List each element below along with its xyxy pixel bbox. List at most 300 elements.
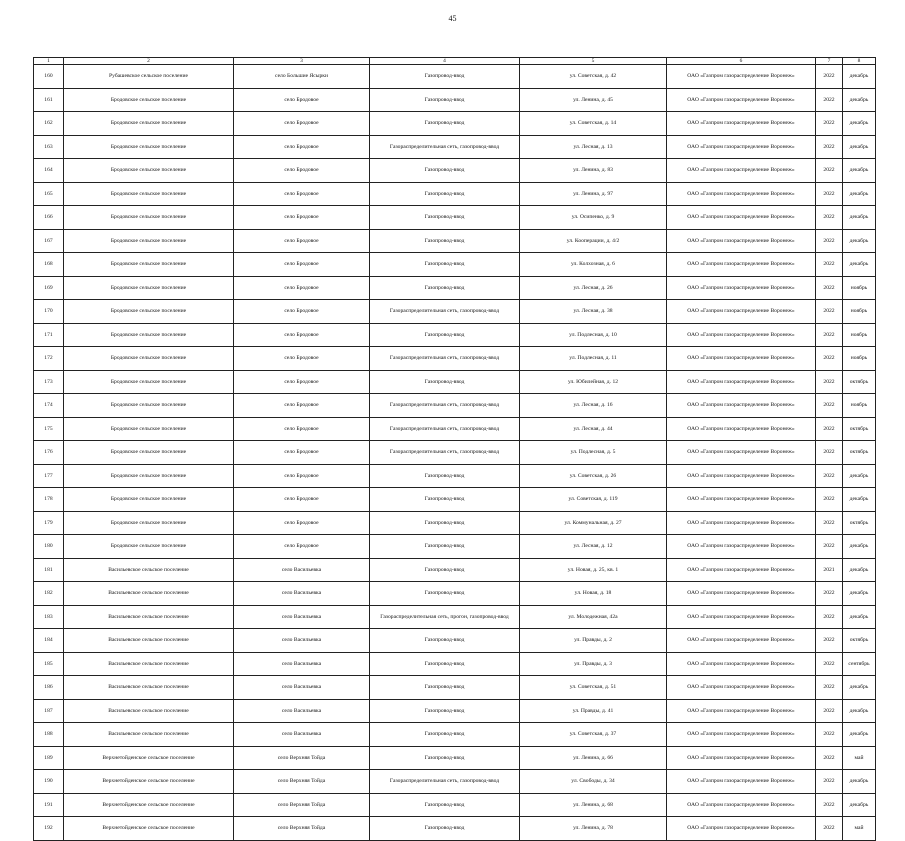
year-cell: 2022 [816,112,843,136]
year-cell: 2022 [816,676,843,700]
locality-cell: село Бродовое [234,488,370,512]
locality-cell: село Бродовое [234,441,370,465]
year-cell: 2022 [816,629,843,653]
settlement-cell: Рубашевское сельское поселение [64,65,234,89]
row-number: 172 [34,347,64,371]
month-cell: ноябрь [843,300,876,324]
table-row [34,276,876,300]
object-type-cell: Газопровод-ввод [370,652,520,676]
organization-cell: ОАО «Газпром газораспределение Воронеж» [667,182,816,206]
table-row [34,723,876,747]
organization-cell: ОАО «Газпром газораспределение Воронеж» [667,206,816,230]
month-cell: декабрь [843,488,876,512]
locality-cell: село Васильевка [234,605,370,629]
settlement-cell: Бродовское сельское поселение [64,535,234,559]
year-cell: 2022 [816,793,843,817]
year-cell: 2022 [816,253,843,277]
year-cell: 2022 [816,394,843,418]
object-type-cell: Газопровод-ввод [370,488,520,512]
table-row [34,652,876,676]
locality-cell: село Бродовое [234,253,370,277]
organization-cell: ОАО «Газпром газораспределение Воронеж» [667,135,816,159]
table-row [34,511,876,535]
object-type-cell: Газопровод-ввод [370,159,520,183]
address-cell: ул. Кооперации, д. 4/2 [520,229,667,253]
address-cell: ул. Ленина, д. 68 [520,793,667,817]
row-number: 184 [34,629,64,653]
table-row [34,558,876,582]
year-cell: 2022 [816,206,843,230]
row-number: 186 [34,676,64,700]
settlement-cell: Бродовское сельское поселение [64,488,234,512]
month-cell: декабрь [843,676,876,700]
object-type-cell: Газопровод-ввод [370,370,520,394]
address-cell: ул. Советская, д. 119 [520,488,667,512]
table-row [34,793,876,817]
settlement-cell: Верхнетойденское сельское поселение [64,770,234,794]
month-cell: декабрь [843,253,876,277]
row-number: 179 [34,511,64,535]
row-number: 176 [34,441,64,465]
table-row [34,582,876,606]
table-row [34,699,876,723]
column-number: 5 [520,58,667,65]
month-cell: октябрь [843,417,876,441]
table-row [34,441,876,465]
locality-cell: село Верхняя Тойда [234,770,370,794]
address-cell: ул. Лесная, д. 12 [520,535,667,559]
organization-cell: ОАО «Газпром газораспределение Воронеж» [667,629,816,653]
year-cell: 2022 [816,229,843,253]
table-row [34,135,876,159]
row-number: 160 [34,65,64,89]
organization-cell: ОАО «Газпром газораспределение Воронеж» [667,511,816,535]
month-cell: декабрь [843,112,876,136]
settlement-cell: Бродовское сельское поселение [64,135,234,159]
settlement-cell: Бродовское сельское поселение [64,370,234,394]
address-cell: ул. Советская, д. 26 [520,464,667,488]
month-cell: декабрь [843,135,876,159]
settlement-cell: Васильевское сельское поселение [64,723,234,747]
year-cell: 2022 [816,652,843,676]
settlement-cell: Бродовское сельское поселение [64,159,234,183]
organization-cell: ОАО «Газпром газораспределение Воронеж» [667,770,816,794]
year-cell: 2021 [816,558,843,582]
month-cell: декабрь [843,770,876,794]
row-number: 177 [34,464,64,488]
settlement-cell: Бродовское сельское поселение [64,88,234,112]
object-type-cell: Газопровод-ввод [370,723,520,747]
object-type-cell: Газопровод-ввод [370,558,520,582]
year-cell: 2022 [816,159,843,183]
organization-cell: ОАО «Газпром газораспределение Воронеж» [667,699,816,723]
address-cell: ул. Правды, д. 41 [520,699,667,723]
address-cell: ул. Коммунальная, д. 27 [520,511,667,535]
table-row [34,229,876,253]
table-row [34,370,876,394]
row-number: 161 [34,88,64,112]
organization-cell: ОАО «Газпром газораспределение Воронеж» [667,535,816,559]
object-type-cell: Газопровод-ввод [370,88,520,112]
table-row [34,605,876,629]
table-row [34,88,876,112]
locality-cell: село Васильевка [234,652,370,676]
address-cell: ул. Новая, д. 25, кв. 1 [520,558,667,582]
locality-cell: село Бродовое [234,135,370,159]
organization-cell: ОАО «Газпром газораспределение Воронеж» [667,159,816,183]
table-body [34,58,876,841]
locality-cell: село Большие Ясырки [234,65,370,89]
month-cell: декабрь [843,464,876,488]
object-type-cell: Газораспределительная сеть, газопровод-ввод [370,347,520,371]
organization-cell: ОАО «Газпром газораспределение Воронеж» [667,676,816,700]
year-cell: 2022 [816,347,843,371]
column-number: 3 [234,58,370,65]
settlement-cell: Васильевское сельское поселение [64,699,234,723]
row-number: 165 [34,182,64,206]
settlement-cell: Васильевское сельское поселение [64,558,234,582]
table-row [34,182,876,206]
organization-cell: ОАО «Газпром газораспределение Воронеж» [667,229,816,253]
address-cell: ул. Лесная, д. 26 [520,276,667,300]
year-cell: 2022 [816,817,843,841]
gasification-table [33,57,876,841]
table-row [34,464,876,488]
settlement-cell: Бродовское сельское поселение [64,464,234,488]
settlement-cell: Верхнетойденское сельское поселение [64,746,234,770]
column-number: 8 [843,58,876,65]
locality-cell: село Васильевка [234,582,370,606]
object-type-cell: Газораспределительная сеть, газопровод-ввод [370,441,520,465]
month-cell: октябрь [843,511,876,535]
locality-cell: село Бродовое [234,229,370,253]
organization-cell: ОАО «Газпром газораспределение Воронеж» [667,488,816,512]
year-cell: 2022 [816,723,843,747]
object-type-cell: Газопровод-ввод [370,276,520,300]
settlement-cell: Бродовское сельское поселение [64,394,234,418]
table-row [34,676,876,700]
address-cell: ул. Ленина, д. 78 [520,817,667,841]
object-type-cell: Газопровод-ввод [370,511,520,535]
settlement-cell: Верхнетойденское сельское поселение [64,817,234,841]
row-number: 166 [34,206,64,230]
object-type-cell: Газораспределительная сеть, прогон, газопровод-ввод [370,605,520,629]
address-cell: ул. Ленина, д. 83 [520,159,667,183]
organization-cell: ОАО «Газпром газораспределение Воронеж» [667,394,816,418]
object-type-cell: Газопровод-ввод [370,112,520,136]
table-row [34,488,876,512]
locality-cell: село Бродовое [234,112,370,136]
year-cell: 2022 [816,535,843,559]
year-cell: 2022 [816,88,843,112]
year-cell: 2022 [816,417,843,441]
row-number: 191 [34,793,64,817]
settlement-cell: Бродовское сельское поселение [64,300,234,324]
settlement-cell: Бродовское сельское поселение [64,276,234,300]
settlement-cell: Васильевское сельское поселение [64,652,234,676]
organization-cell: ОАО «Газпром газораспределение Воронеж» [667,746,816,770]
month-cell: декабрь [843,723,876,747]
organization-cell: ОАО «Газпром газораспределение Воронеж» [667,793,816,817]
year-cell: 2022 [816,511,843,535]
row-number: 175 [34,417,64,441]
settlement-cell: Васильевское сельское поселение [64,676,234,700]
organization-cell: ОАО «Газпром газораспределение Воронеж» [667,441,816,465]
object-type-cell: Газопровод-ввод [370,253,520,277]
settlement-cell: Бродовское сельское поселение [64,347,234,371]
month-cell: декабрь [843,558,876,582]
locality-cell: село Бродовое [234,159,370,183]
organization-cell: ОАО «Газпром газораспределение Воронеж» [667,370,816,394]
year-cell: 2022 [816,699,843,723]
locality-cell: село Васильевка [234,629,370,653]
address-cell: ул. Подлесная, д. 5 [520,441,667,465]
table-row [34,770,876,794]
year-cell: 2022 [816,464,843,488]
locality-cell: село Бродовое [234,464,370,488]
settlement-cell: Васильевское сельское поселение [64,629,234,653]
table-row [34,347,876,371]
organization-cell: ОАО «Газпром газораспределение Воронеж» [667,417,816,441]
address-cell: ул. Свободы, д. 34 [520,770,667,794]
year-cell: 2022 [816,770,843,794]
organization-cell: ОАО «Газпром газораспределение Воронеж» [667,112,816,136]
year-cell: 2022 [816,488,843,512]
row-number: 163 [34,135,64,159]
row-number: 167 [34,229,64,253]
organization-cell: ОАО «Газпром газораспределение Воронеж» [667,723,816,747]
settlement-cell: Бродовское сельское поселение [64,229,234,253]
organization-cell: ОАО «Газпром газораспределение Воронеж» [667,582,816,606]
locality-cell: село Васильевка [234,676,370,700]
address-cell: ул. Осипенко, д. 9 [520,206,667,230]
year-cell: 2022 [816,370,843,394]
organization-cell: ОАО «Газпром газораспределение Воронеж» [667,558,816,582]
table-row [34,65,876,89]
object-type-cell: Газопровод-ввод [370,676,520,700]
column-numbers-row [34,58,876,65]
object-type-cell: Газораспределительная сеть, газопровод-ввод [370,394,520,418]
month-cell: декабрь [843,206,876,230]
locality-cell: село Верхняя Тойда [234,793,370,817]
locality-cell: село Бродовое [234,535,370,559]
table-row [34,629,876,653]
object-type-cell: Газопровод-ввод [370,182,520,206]
locality-cell: село Бродовое [234,276,370,300]
locality-cell: село Бродовое [234,394,370,418]
table-row [34,253,876,277]
address-cell: ул. Советская, д. 37 [520,723,667,747]
organization-cell: ОАО «Газпром газораспределение Воронеж» [667,323,816,347]
address-cell: ул. Лесная, д. 16 [520,394,667,418]
row-number: 162 [34,112,64,136]
object-type-cell: Газораспределительная сеть, газопровод-ввод [370,417,520,441]
column-number: 7 [816,58,843,65]
month-cell: ноябрь [843,394,876,418]
object-type-cell: Газопровод-ввод [370,65,520,89]
month-cell: декабрь [843,535,876,559]
locality-cell: село Васильевка [234,699,370,723]
organization-cell: ОАО «Газпром газораспределение Воронеж» [667,652,816,676]
month-cell: декабрь [843,65,876,89]
address-cell: ул. Юбилейная, д. 12 [520,370,667,394]
row-number: 182 [34,582,64,606]
column-number: 2 [64,58,234,65]
row-number: 164 [34,159,64,183]
address-cell: ул. Правды, д. 2 [520,629,667,653]
row-number: 189 [34,746,64,770]
year-cell: 2022 [816,746,843,770]
row-number: 170 [34,300,64,324]
locality-cell: село Бродовое [234,511,370,535]
organization-cell: ОАО «Газпром газораспределение Воронеж» [667,65,816,89]
object-type-cell: Газопровод-ввод [370,793,520,817]
settlement-cell: Бродовское сельское поселение [64,417,234,441]
month-cell: декабрь [843,605,876,629]
settlement-cell: Бродовское сельское поселение [64,511,234,535]
table-row [34,159,876,183]
column-number: 1 [34,58,64,65]
object-type-cell: Газопровод-ввод [370,629,520,653]
row-number: 178 [34,488,64,512]
object-type-cell: Газораспределительная сеть, газопровод-ввод [370,135,520,159]
row-number: 180 [34,535,64,559]
locality-cell: село Бродовое [234,370,370,394]
column-number: 4 [370,58,520,65]
settlement-cell: Васильевское сельское поселение [64,582,234,606]
organization-cell: ОАО «Газпром газораспределение Воронеж» [667,347,816,371]
month-cell: декабрь [843,229,876,253]
object-type-cell: Газопровод-ввод [370,746,520,770]
row-number: 169 [34,276,64,300]
object-type-cell: Газопровод-ввод [370,206,520,230]
settlement-cell: Бродовское сельское поселение [64,323,234,347]
month-cell: сентябрь [843,652,876,676]
address-cell: ул. Лесная, д. 44 [520,417,667,441]
month-cell: декабрь [843,88,876,112]
organization-cell: ОАО «Газпром газораспределение Воронеж» [667,817,816,841]
column-number: 6 [667,58,816,65]
table-row [34,535,876,559]
organization-cell: ОАО «Газпром газораспределение Воронеж» [667,300,816,324]
row-number: 190 [34,770,64,794]
year-cell: 2022 [816,65,843,89]
settlement-cell: Верхнетойденское сельское поселение [64,793,234,817]
address-cell: ул. Лесная, д. 38 [520,300,667,324]
month-cell: май [843,817,876,841]
object-type-cell: Газопровод-ввод [370,699,520,723]
table-row [34,112,876,136]
table-row [34,417,876,441]
organization-cell: ОАО «Газпром газораспределение Воронеж» [667,464,816,488]
row-number: 187 [34,699,64,723]
month-cell: ноябрь [843,347,876,371]
locality-cell: село Верхняя Тойда [234,746,370,770]
object-type-cell: Газопровод-ввод [370,817,520,841]
object-type-cell: Газопровод-ввод [370,229,520,253]
address-cell: ул. Советская, д. 42 [520,65,667,89]
settlement-cell: Бродовское сельское поселение [64,112,234,136]
month-cell: декабрь [843,159,876,183]
year-cell: 2022 [816,135,843,159]
year-cell: 2022 [816,605,843,629]
month-cell: декабрь [843,182,876,206]
row-number: 188 [34,723,64,747]
locality-cell: село Бродовое [234,347,370,371]
object-type-cell: Газораспределительная сеть, газопровод-ввод [370,770,520,794]
row-number: 183 [34,605,64,629]
address-cell: ул. Молодежная, 42а [520,605,667,629]
address-cell: ул. Новая, д. 18 [520,582,667,606]
address-cell: ул. Лесная, д. 13 [520,135,667,159]
organization-cell: ОАО «Газпром газораспределение Воронеж» [667,276,816,300]
address-cell: ул. Советская, д. 51 [520,676,667,700]
year-cell: 2022 [816,441,843,465]
locality-cell: село Бродовое [234,182,370,206]
address-cell: ул. Подлесная, д. 10 [520,323,667,347]
locality-cell: село Бродовое [234,88,370,112]
month-cell: май [843,746,876,770]
locality-cell: село Бродовое [234,206,370,230]
year-cell: 2022 [816,182,843,206]
locality-cell: село Бродовое [234,300,370,324]
address-cell: ул. Ленина, д. 45 [520,88,667,112]
row-number: 174 [34,394,64,418]
address-cell: ул. Колхозная, д. 6 [520,253,667,277]
month-cell: декабрь [843,793,876,817]
month-cell: октябрь [843,441,876,465]
year-cell: 2022 [816,276,843,300]
table-row [34,817,876,841]
organization-cell: ОАО «Газпром газораспределение Воронеж» [667,605,816,629]
row-number: 192 [34,817,64,841]
year-cell: 2022 [816,323,843,347]
object-type-cell: Газораспределительная сеть, газопровод-ввод [370,300,520,324]
month-cell: декабрь [843,699,876,723]
address-cell: ул. Советская, д. 14 [520,112,667,136]
page-number: 45 [448,14,457,23]
table-row [34,746,876,770]
locality-cell: село Васильевка [234,723,370,747]
year-cell: 2022 [816,582,843,606]
month-cell: декабрь [843,582,876,606]
organization-cell: ОАО «Газпром газораспределение Воронеж» [667,253,816,277]
address-cell: ул. Ленина, д. 66 [520,746,667,770]
organization-cell: ОАО «Газпром газораспределение Воронеж» [667,88,816,112]
address-cell: ул. Подлесная, д. 11 [520,347,667,371]
address-cell: ул. Ленина, д. 97 [520,182,667,206]
table-row [34,394,876,418]
month-cell: ноябрь [843,276,876,300]
table-row [34,323,876,347]
object-type-cell: Газопровод-ввод [370,582,520,606]
table-row [34,206,876,230]
settlement-cell: Васильевское сельское поселение [64,605,234,629]
settlement-cell: Бродовское сельское поселение [64,206,234,230]
table-row [34,300,876,324]
settlement-cell: Бродовское сельское поселение [64,182,234,206]
settlement-cell: Бродовское сельское поселение [64,441,234,465]
row-number: 168 [34,253,64,277]
object-type-cell: Газопровод-ввод [370,535,520,559]
row-number: 181 [34,558,64,582]
month-cell: ноябрь [843,323,876,347]
locality-cell: село Васильевка [234,558,370,582]
year-cell: 2022 [816,300,843,324]
month-cell: октябрь [843,370,876,394]
row-number: 171 [34,323,64,347]
address-cell: ул. Правды, д. 3 [520,652,667,676]
